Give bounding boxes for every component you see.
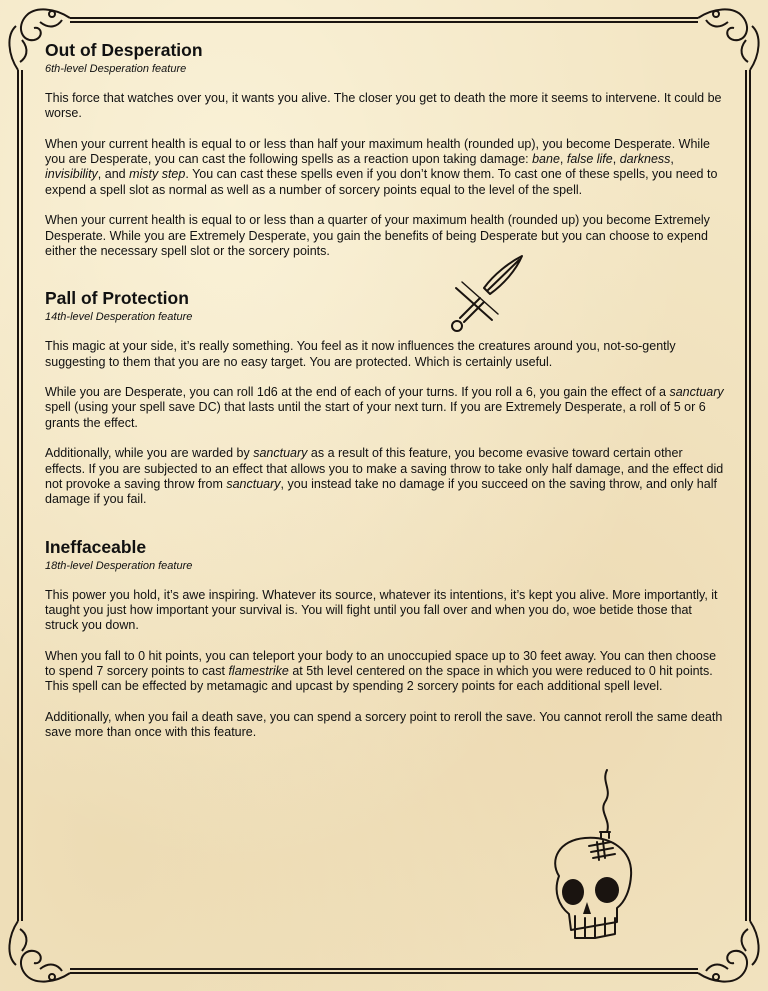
text-run: When your current health is equal to or less than half your maximum health (rounded up), you become Desperate. While you are Desperate, you can cast the following spells as a reaction upon taking damage: (45, 136, 710, 167)
text-run: , you instead take no damage if you succeed on the saving throw, and only half damage if you fail. (45, 476, 717, 507)
spell-name: invisibility (45, 167, 98, 182)
text-run: When you fall to 0 hit points, you can teleport your body to an unoccupied space up to 30 feet away. You can then choose to spend 7 sorcery points to cast (45, 648, 717, 679)
text-run: When your current health is equal to or less than a quarter of your maximum health (rounded up) you become Extremely Desperate. While you are Extremely Desperate, you gain the benefits of being Desperate but you can choose to expend either the necessary spell slot or the sorcery points. (45, 213, 710, 258)
section-subtitle: 14th-level Desperation feature (45, 311, 193, 324)
paragraph (45, 588, 725, 634)
text-run: This magic at your side, it’s really something. You feel as it now influences the creatures around you, not-so-gently suggesting to them that you are no easy target. You are protected. Which is certainly useful. (45, 339, 676, 369)
skull-candle-icon (545, 768, 637, 944)
text-run: , (612, 152, 620, 167)
text-run: , (670, 152, 674, 167)
text-run: at 5th level centered on the space in which you were reduced to 0 hit points. This spell can be effected by metamagic and upcast by spending 2 sorcery points for each additional spell level. (45, 664, 713, 694)
text-run: While you are Desperate, you can roll 1d6 at the end of each of your turns. If you roll a 6, you gain the effect of a (45, 385, 670, 400)
text-run: spell (using your spell save DC) that lasts until the start of your next turn. If you are Extremely Desperate, a roll of 5 or 6 grants the effect. (45, 400, 706, 430)
section-title: Out of Desperation (45, 40, 203, 60)
spell-name: flamestrike (228, 664, 289, 679)
paragraph (45, 339, 725, 370)
paragraph (45, 385, 725, 431)
section-subtitle: 18th-level Desperation feature (45, 559, 193, 572)
text-run: as a result of this feature, you become evasive toward certain other effects. If you are subjected to an effect that allows you to make a saving throw to take only half damage, and the effect did not provoke a saving throw from (45, 446, 724, 491)
spell-name: bane (532, 152, 560, 167)
text-run: This force that watches over you, it wants you alive. The closer you get to death the more it seems to intervene. It could be worse. (45, 91, 722, 121)
spell-name: darkness (619, 152, 671, 167)
spell-name: misty step (129, 167, 186, 182)
spell-name: sanctuary (669, 385, 724, 400)
text-run: Additionally, while you are warded by (45, 446, 254, 461)
paragraph (45, 91, 725, 122)
paragraph (45, 446, 725, 507)
feature-section-ineffaceable (45, 535, 725, 741)
section-subtitle: 6th-level Desperation feature (45, 63, 187, 75)
feature-section-pall-of-protection (45, 286, 725, 507)
text-run: This power you hold, it’s awe inspiring. Whatever its source, whatever its intentions, it’s kept you alive. More importantly, it taught you just how important your survival is. You will fight until you fall over and when you do, woe betide those that struck you down. (45, 587, 718, 633)
text-run: . You can cast these spells even if you don’t know them. To cast one of these spells, you need to expend a spell slot as normal as well as a number of sorcery points equal to the level of the spell. (45, 167, 718, 197)
text-run: , (559, 152, 567, 167)
text-run: Additionally, when you fail a death save, you can spend a sorcery point to reroll the save. You cannot reroll the same death save more than once with this feature. (45, 709, 723, 740)
section-title: Pall of Protection (45, 288, 189, 309)
paragraph (45, 137, 725, 198)
spell-name: sanctuary (226, 476, 281, 491)
page-content (45, 38, 725, 756)
feature-section-out-of-desperation (45, 38, 725, 259)
spell-name: false life (566, 152, 613, 167)
text-run: , and (97, 167, 130, 182)
paragraph (45, 649, 725, 695)
paragraph (45, 213, 725, 259)
paragraph (45, 710, 725, 741)
spell-name: sanctuary (253, 446, 308, 461)
section-title: Ineffaceable (45, 536, 147, 557)
